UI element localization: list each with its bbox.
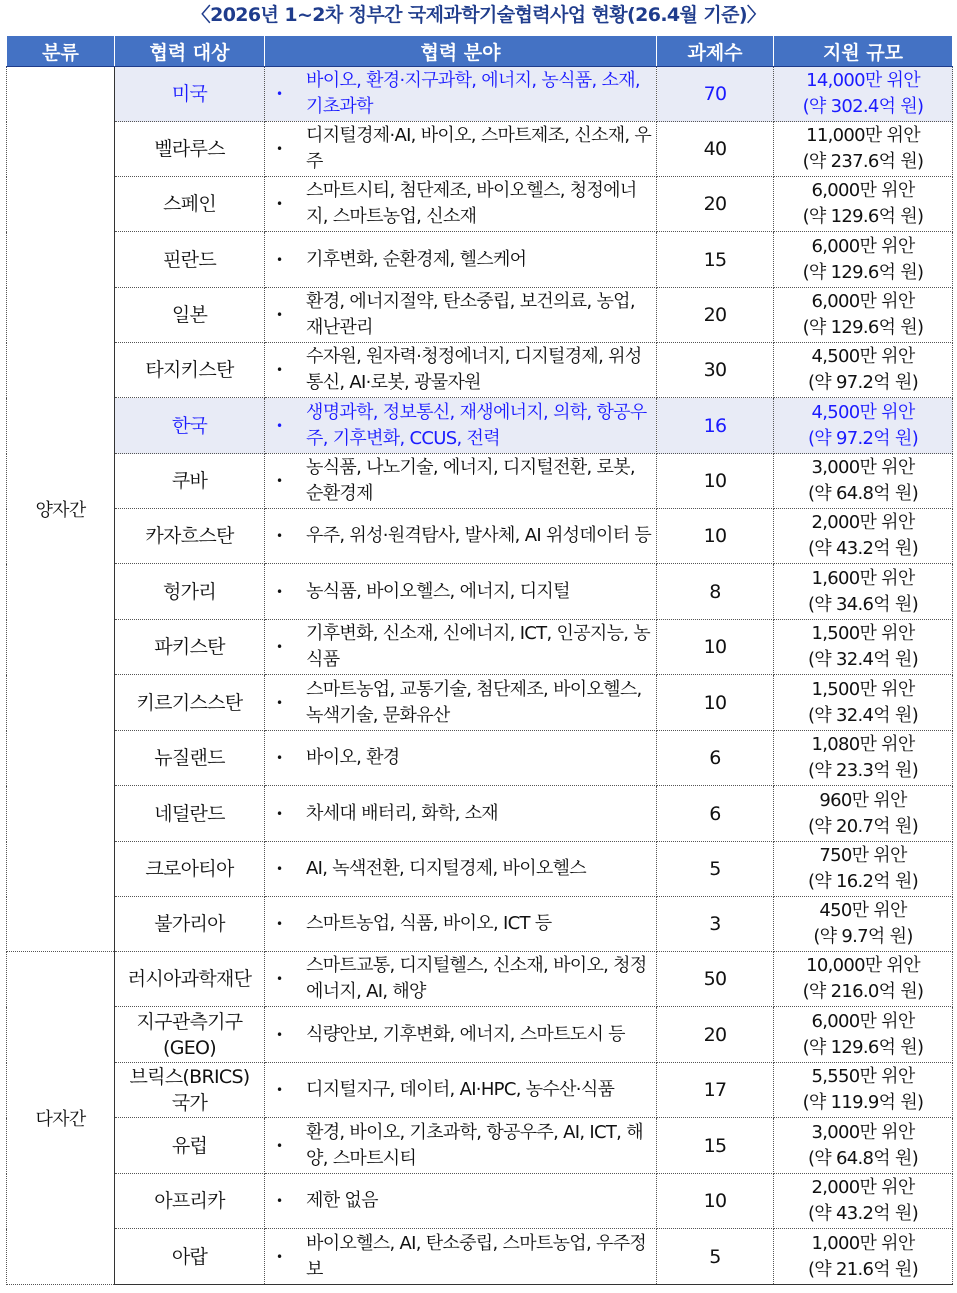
support-amount: 2,000만 위안 [811, 1177, 915, 1198]
support-amount-krw: (약 129.6억 원) [802, 1036, 924, 1058]
bullet-icon: • [276, 142, 283, 156]
field-cell [265, 1118, 657, 1174]
support-amount-krw: (약 129.6억 원) [802, 261, 924, 283]
field-cell [265, 122, 657, 177]
partner-cell [115, 1174, 265, 1229]
partner-name: 한국 [171, 414, 208, 437]
support-amount-krw: (약 34.6억 원) [807, 593, 919, 615]
field-cell [265, 1229, 657, 1285]
header-field: 협력 분야 [265, 36, 657, 67]
bullet-icon: • [276, 308, 283, 322]
support-cell [774, 897, 953, 952]
field-text: 농식품, 바이오헬스, 에너지, 디지털 [306, 580, 570, 602]
field-cell [265, 786, 657, 842]
table-row [7, 1229, 953, 1285]
support-cell [774, 177, 953, 232]
support-cell [774, 454, 953, 509]
field-text: 바이오헬스, AI, 탄소중립, 스마트농업, 우주정보 [306, 1232, 647, 1280]
support-cell [774, 1007, 953, 1063]
partner-cell [115, 232, 265, 288]
support-amount-krw: (약 216.0억 원) [802, 981, 924, 1002]
table-row [7, 786, 953, 842]
count-cell: 10 [657, 509, 774, 564]
bullet-icon: • [276, 1194, 283, 1208]
partner-cell [115, 952, 265, 1007]
partner-name: 아프리카 [154, 1190, 225, 1212]
count-cell: 17 [657, 1063, 774, 1118]
table-row [7, 1174, 953, 1229]
field-text: 디지털지구, 데이터, AI·HPC, 농수산·식품 [306, 1079, 615, 1100]
support-cell [774, 620, 953, 675]
count-cell: 5 [657, 1229, 774, 1285]
count-cell: 20 [657, 177, 774, 232]
bullet-icon: • [276, 1027, 283, 1042]
partner-cell [115, 288, 265, 343]
support-amount: 450만 위안 [819, 900, 907, 921]
count-cell: 10 [657, 620, 774, 675]
count-cell: 20 [657, 288, 774, 343]
support-cell [774, 1229, 953, 1285]
partner-name: 파키스탄 [154, 636, 225, 658]
partner-name: 지구관측기구 (GEO) [136, 1010, 243, 1059]
partner-name: 쿠바 [171, 470, 208, 492]
support-cell [774, 288, 953, 343]
field-text: 바이오, 환경 [306, 747, 400, 768]
bullet-icon: • [276, 1083, 283, 1097]
table-row [7, 1007, 953, 1063]
field-text: 제한 없음 [306, 1190, 378, 1211]
field-cell [265, 288, 657, 343]
count-cell: 6 [657, 731, 774, 786]
partner-cell [115, 122, 265, 177]
field-cell [265, 564, 657, 620]
support-cell [774, 1118, 953, 1174]
bullet-icon: • [276, 87, 283, 101]
field-text: 스마트교통, 디지털헬스, 신소재, 바이오, 청정에너지, AI, 해양 [306, 955, 647, 1002]
partner-name: 핀란드 [163, 248, 216, 271]
field-cell [265, 232, 657, 288]
support-amount: 14,000만 위안 [806, 70, 920, 91]
table-row [7, 122, 953, 177]
support-amount-krw: (약 129.6억 원) [802, 317, 924, 338]
field-cell [265, 343, 657, 398]
support-amount: 960만 위안 [819, 789, 907, 811]
count-cell: 70 [657, 67, 774, 122]
support-amount: 1,000만 위안 [811, 1232, 915, 1254]
count-cell: 15 [657, 1118, 774, 1174]
count-cell: 5 [657, 842, 774, 897]
field-cell [265, 398, 657, 454]
support-amount-krw: (약 32.4억 원) [807, 649, 919, 670]
table-row [7, 564, 953, 620]
partner-cell [115, 1118, 265, 1174]
table-body [7, 67, 953, 1285]
partner-cell [115, 1063, 265, 1118]
bullet-icon: • [276, 197, 283, 211]
table-row [7, 952, 953, 1007]
support-amount-krw: (약 32.4억 원) [807, 704, 919, 726]
support-amount: 1,600만 위안 [811, 567, 915, 589]
field-text: 기후변화, 신소재, 신에너지, ICT, 인공지능, 농식품 [306, 623, 650, 670]
support-amount: 3,000만 위안 [811, 457, 915, 478]
partner-cell [115, 67, 265, 122]
field-cell [265, 731, 657, 786]
support-amount: 4,500만 위안 [811, 401, 915, 423]
field-text: AI, 녹색전환, 디지털경제, 바이오헬스 [306, 858, 586, 879]
table-row [7, 454, 953, 509]
support-amount-krw: (약 43.2억 원) [807, 538, 919, 559]
support-cell [774, 232, 953, 288]
bullet-icon: • [276, 806, 283, 821]
bullet-icon: • [276, 418, 283, 433]
field-cell [265, 177, 657, 232]
cooperation-table [6, 36, 953, 1285]
partner-name: 브릭스(BRICS) 국가 [129, 1066, 250, 1114]
support-amount-krw: (약 64.8억 원) [807, 1147, 919, 1169]
support-cell [774, 343, 953, 398]
field-cell [265, 67, 657, 122]
support-cell [774, 122, 953, 177]
header-support: 지원 규모 [774, 36, 953, 67]
support-cell [774, 731, 953, 786]
partner-name: 미국 [171, 83, 208, 105]
field-text: 생명과학, 정보통신, 재생에너지, 의학, 항공우주, 기후변화, CCUS, 전력 [306, 401, 647, 449]
partner-name: 타지키스탄 [145, 359, 234, 381]
table-row [7, 620, 953, 675]
field-cell [265, 675, 657, 731]
bullet-icon: • [276, 1138, 283, 1153]
partner-cell [115, 398, 265, 454]
header-row [7, 36, 953, 67]
field-text: 환경, 바이오, 기초과학, 항공우주, AI, ICT, 해양, 스마트시티 [306, 1121, 643, 1169]
support-cell [774, 842, 953, 897]
field-text: 스마트농업, 식품, 바이오, ICT 등 [306, 913, 552, 934]
support-amount: 11,000만 위안 [806, 125, 920, 146]
support-amount: 1,080만 위안 [811, 734, 915, 755]
support-amount-krw: (약 64.8억 원) [807, 483, 919, 504]
partner-name: 러시아과학재단 [127, 968, 252, 990]
support-cell [774, 564, 953, 620]
table-row [7, 1118, 953, 1174]
partner-cell [115, 343, 265, 398]
field-cell [265, 509, 657, 564]
partner-cell [115, 897, 265, 952]
field-text: 식량안보, 기후변화, 에너지, 스마트도시 등 [306, 1023, 625, 1045]
table-row [7, 842, 953, 897]
count-cell: 3 [657, 897, 774, 952]
table-row [7, 398, 953, 454]
support-cell [774, 509, 953, 564]
partner-cell [115, 1007, 265, 1063]
partner-name: 유럽 [171, 1134, 208, 1157]
support-amount: 4,500만 위안 [811, 346, 915, 367]
support-cell [774, 786, 953, 842]
field-text: 농식품, 나노기술, 에너지, 디지털전환, 로봇, 순환경제 [306, 457, 635, 504]
partner-name: 헝가리 [163, 580, 216, 603]
support-amount: 6,000만 위안 [811, 180, 915, 201]
count-cell: 6 [657, 786, 774, 842]
count-cell: 20 [657, 1007, 774, 1063]
partner-cell [115, 454, 265, 509]
field-text: 스마트농업, 교통기술, 첨단제조, 바이오헬스, 녹색기술, 문화유산 [306, 678, 642, 726]
partner-cell [115, 675, 265, 731]
support-amount: 10,000만 위안 [806, 955, 920, 976]
support-amount-krw: (약 16.2억 원) [807, 871, 919, 892]
support-amount: 3,000만 위안 [811, 1121, 915, 1143]
page-title: 〈2026년 1~2차 정부간 국제과학기술협력사업 현황(26.4월 기준)〉 [191, 4, 766, 26]
category-multilateral: 다자간 [7, 952, 115, 1285]
field-text: 수자원, 원자력·청정에너지, 디지털경제, 위성통신, AI·로봇, 광물자원 [306, 346, 642, 393]
bullet-icon: • [276, 862, 283, 876]
bullet-icon: • [276, 474, 283, 488]
partner-name: 뉴질랜드 [154, 747, 225, 769]
support-cell [774, 1174, 953, 1229]
support-cell [774, 952, 953, 1007]
bullet-icon: • [276, 584, 283, 599]
partner-cell [115, 509, 265, 564]
field-cell [265, 952, 657, 1007]
table-row [7, 731, 953, 786]
support-amount-krw: (약 97.2억 원) [807, 372, 919, 393]
support-amount: 1,500만 위안 [811, 623, 915, 644]
support-cell [774, 675, 953, 731]
bullet-icon: • [276, 252, 283, 267]
field-cell [265, 897, 657, 952]
count-cell: 15 [657, 232, 774, 288]
support-amount: 1,500만 위안 [811, 678, 915, 700]
field-text: 디지털경제·AI, 바이오, 스마트제조, 신소재, 우주 [306, 125, 652, 172]
field-cell [265, 842, 657, 897]
partner-cell [115, 731, 265, 786]
support-cell [774, 67, 953, 122]
field-cell [265, 1063, 657, 1118]
partner-cell [115, 177, 265, 232]
count-cell: 10 [657, 675, 774, 731]
support-amount: 2,000만 위안 [811, 512, 915, 533]
field-cell [265, 454, 657, 509]
table-row [7, 232, 953, 288]
table-row [7, 509, 953, 564]
count-cell: 40 [657, 122, 774, 177]
field-text: 차세대 배터리, 화학, 소재 [306, 802, 498, 824]
table-row [7, 177, 953, 232]
table-row [7, 675, 953, 731]
support-amount-krw: (약 97.2억 원) [807, 427, 919, 449]
support-amount-krw: (약 129.6억 원) [802, 206, 924, 227]
category-bilateral: 양자간 [7, 67, 115, 952]
table-row [7, 67, 953, 122]
partner-cell [115, 842, 265, 897]
support-amount: 5,550만 위안 [811, 1066, 915, 1087]
field-text: 스마트시티, 첨단제조, 바이오헬스, 청정에너지, 스마트농업, 신소재 [306, 180, 637, 227]
bullet-icon: • [276, 917, 283, 931]
support-cell [774, 1063, 953, 1118]
partner-name: 일본 [171, 304, 208, 326]
partner-name: 크로아티아 [145, 858, 234, 880]
support-amount: 6,000만 위안 [811, 291, 915, 312]
partner-name: 네덜란드 [154, 802, 225, 825]
count-cell: 8 [657, 564, 774, 620]
count-cell: 30 [657, 343, 774, 398]
count-cell: 50 [657, 952, 774, 1007]
partner-name: 불가리아 [154, 913, 225, 935]
count-cell: 16 [657, 398, 774, 454]
bullet-icon: • [276, 529, 283, 543]
support-cell [774, 398, 953, 454]
table-row [7, 288, 953, 343]
partner-name: 스페인 [163, 193, 216, 215]
support-amount-krw: (약 302.4억 원) [802, 96, 924, 117]
bullet-icon: • [276, 751, 283, 765]
support-amount-krw: (약 21.6억 원) [807, 1258, 919, 1280]
partner-name: 아랍 [171, 1245, 208, 1268]
bullet-icon: • [276, 695, 283, 710]
header-partner: 협력 대상 [115, 36, 265, 67]
support-amount-krw: (약 23.3억 원) [807, 760, 919, 781]
header-category: 분류 [7, 36, 115, 67]
support-amount: 6,000만 위안 [811, 235, 915, 257]
field-text: 바이오, 환경·지구과학, 에너지, 농식품, 소재, 기초과학 [306, 70, 640, 117]
support-amount: 6,000만 위안 [811, 1010, 915, 1032]
table-row [7, 343, 953, 398]
header-count: 과제수 [657, 36, 774, 67]
partner-name: 키르기스스탄 [136, 691, 243, 714]
partner-name: 벨라루스 [154, 138, 225, 160]
count-cell: 10 [657, 1174, 774, 1229]
table-row [7, 1063, 953, 1118]
field-text: 기후변화, 순환경제, 헬스케어 [306, 248, 527, 270]
partner-cell [115, 564, 265, 620]
partner-cell [115, 1229, 265, 1285]
count-cell: 10 [657, 454, 774, 509]
field-cell [265, 1007, 657, 1063]
bullet-icon: • [276, 363, 283, 377]
bullet-icon: • [276, 1249, 283, 1264]
field-cell [265, 620, 657, 675]
support-amount-krw: (약 119.9억 원) [802, 1092, 924, 1113]
field-text: 환경, 에너지절약, 탄소중립, 보건의료, 농업, 재난관리 [306, 291, 635, 338]
field-text: 우주, 위성·원격탐사, 발사체, AI 위성데이터 등 [306, 525, 652, 546]
field-cell [265, 1174, 657, 1229]
support-amount: 750만 위안 [819, 845, 907, 866]
table-row [7, 897, 953, 952]
support-amount-krw: (약 237.6억 원) [802, 151, 924, 172]
bullet-icon: • [276, 640, 283, 654]
support-amount-krw: (약 20.7억 원) [807, 815, 919, 837]
partner-cell [115, 786, 265, 842]
support-amount-krw: (약 9.7억 원) [813, 926, 913, 947]
partner-cell [115, 620, 265, 675]
bullet-icon: • [276, 972, 283, 986]
support-amount-krw: (약 43.2억 원) [807, 1203, 919, 1224]
partner-name: 카자흐스탄 [145, 525, 234, 547]
